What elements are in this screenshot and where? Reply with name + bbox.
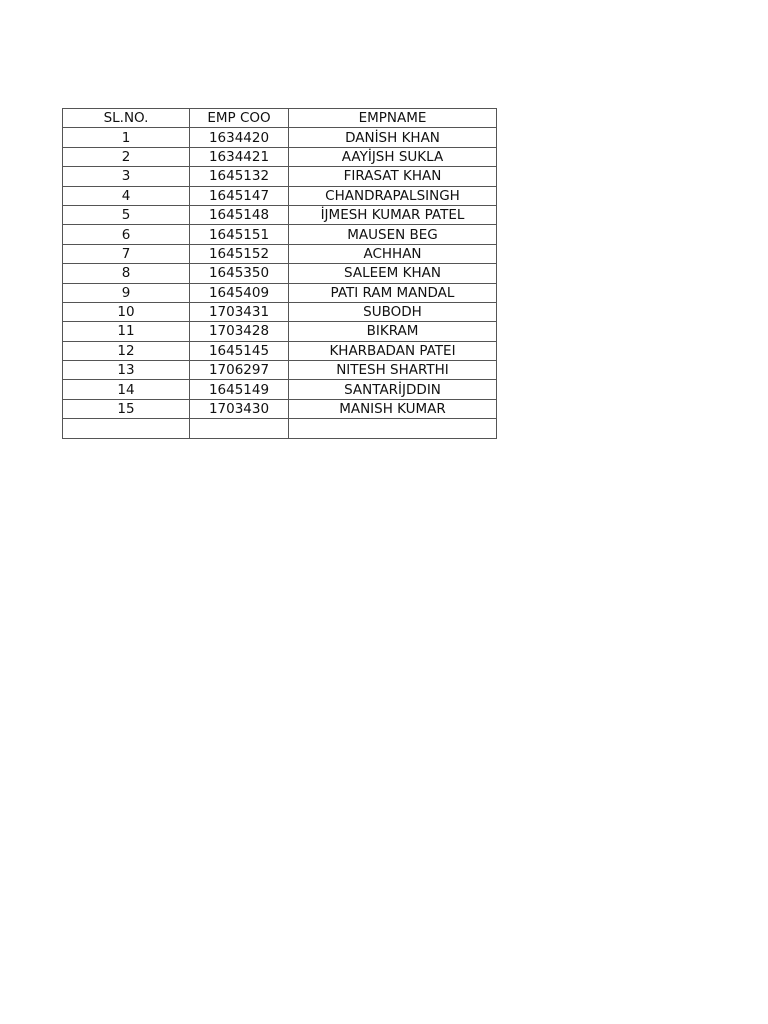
cell-emp-code: 1706297: [190, 361, 289, 380]
cell-emp-code: 1645149: [190, 380, 289, 399]
table-row: [63, 380, 497, 399]
cell-sl-no: 10: [63, 302, 190, 321]
cell-emp-name: NITESH SHARTHI: [289, 361, 497, 380]
table-header-row: [63, 109, 497, 128]
cell-emp-code: 1645147: [190, 186, 289, 205]
table-row: [63, 302, 497, 321]
cell-emp-name: CHANDRAPALSINGH: [289, 186, 497, 205]
table-row: [63, 205, 497, 224]
cell-sl-no: 9: [63, 283, 190, 302]
cell-sl-no: 14: [63, 380, 190, 399]
table-row: [63, 225, 497, 244]
cell-emp-code: 1703430: [190, 399, 289, 418]
cell-sl-no: 13: [63, 361, 190, 380]
cell-emp-name: MAUSEN BEG: [289, 225, 497, 244]
cell-emp-code: 1703428: [190, 322, 289, 341]
cell-sl-no: 5: [63, 205, 190, 224]
cell-emp-name: DANİSH KHAN: [289, 128, 497, 147]
cell-emp-name: FIRASAT KHAN: [289, 167, 497, 186]
cell-emp-code: 1645145: [190, 341, 289, 360]
cell-sl-no: 4: [63, 186, 190, 205]
cell-emp-code: 1645409: [190, 283, 289, 302]
table-row: [63, 419, 497, 438]
table-row: [63, 244, 497, 263]
cell-emp-name: ACHHAN: [289, 244, 497, 263]
table-row: [63, 361, 497, 380]
cell-sl-no: 15: [63, 399, 190, 418]
cell-emp-name: SANTARİJDDIN: [289, 380, 497, 399]
cell-emp-code: 1645132: [190, 167, 289, 186]
table-row: [63, 322, 497, 341]
cell-emp-name: KHARBADAN PATEI: [289, 341, 497, 360]
table-row: [63, 186, 497, 205]
table-row: [63, 147, 497, 166]
cell-sl-no: 3: [63, 167, 190, 186]
cell-emp-code: 1634421: [190, 147, 289, 166]
cell-emp-code: 1645350: [190, 264, 289, 283]
cell-sl-no: 7: [63, 244, 190, 263]
table-row: [63, 264, 497, 283]
table-row: [63, 399, 497, 418]
cell-emp-code: [190, 419, 289, 438]
cell-sl-no: 6: [63, 225, 190, 244]
cell-sl-no: 12: [63, 341, 190, 360]
cell-emp-name: MANISH KUMAR: [289, 399, 497, 418]
cell-sl-no: 2: [63, 147, 190, 166]
table-row: [63, 128, 497, 147]
table-body: [63, 128, 497, 438]
cell-emp-code: 1645151: [190, 225, 289, 244]
cell-emp-name: İJMESH KUMAR PATEL: [289, 205, 497, 224]
cell-sl-no: 8: [63, 264, 190, 283]
header-emp-name: EMPNAME: [289, 109, 497, 128]
table-row: [63, 283, 497, 302]
cell-emp-name: SUBODH: [289, 302, 497, 321]
cell-emp-code: 1634420: [190, 128, 289, 147]
cell-emp-code: 1645148: [190, 205, 289, 224]
cell-emp-code: 1703431: [190, 302, 289, 321]
cell-emp-name: BIKRAM: [289, 322, 497, 341]
cell-emp-name: PATI RAM MANDAL: [289, 283, 497, 302]
header-emp-code: EMP COO: [190, 109, 289, 128]
table-row: [63, 341, 497, 360]
cell-emp-name: SALEEM KHAN: [289, 264, 497, 283]
cell-sl-no: 11: [63, 322, 190, 341]
cell-sl-no: 1: [63, 128, 190, 147]
cell-emp-name: AAYİJSH SUKLA: [289, 147, 497, 166]
table-row: [63, 167, 497, 186]
cell-emp-code: 1645152: [190, 244, 289, 263]
employee-table: [62, 108, 497, 439]
header-sl-no: SL.NO.: [63, 109, 190, 128]
cell-sl-no: [63, 419, 190, 438]
cell-emp-name: [289, 419, 497, 438]
